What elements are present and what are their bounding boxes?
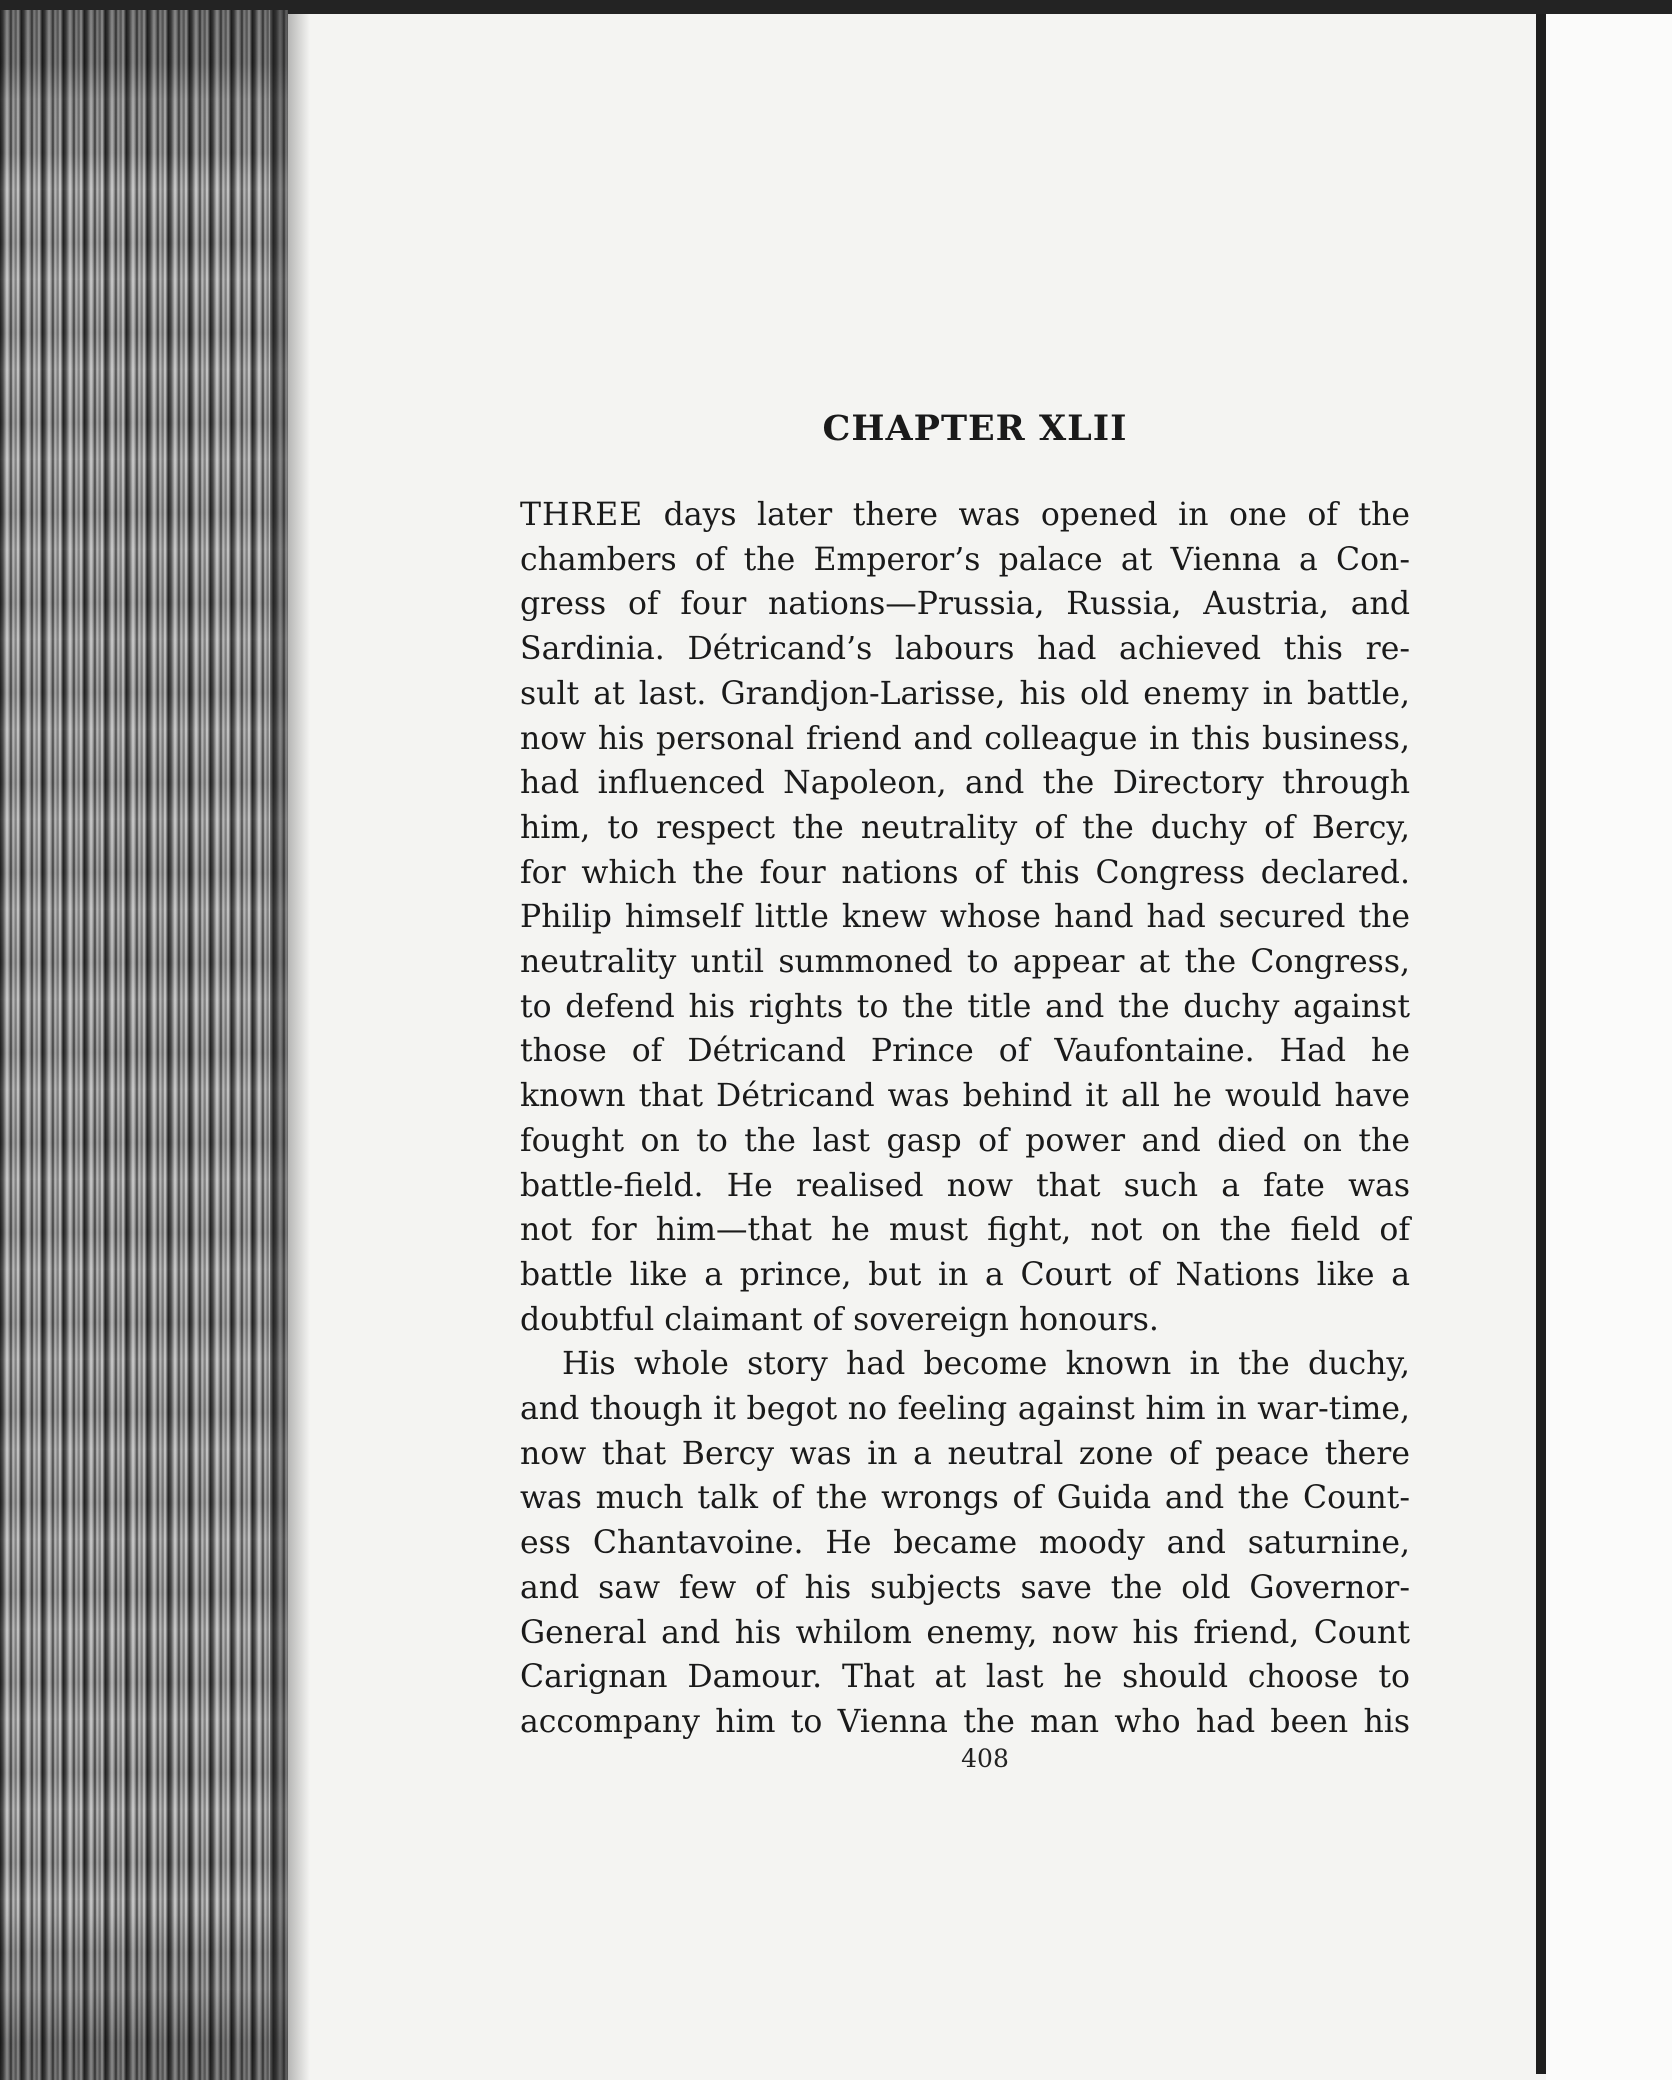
text-line: battle-field. He realised now that such a fate was: [520, 1167, 1410, 1204]
book-page: [520, 408, 1410, 1745]
right-page-gutter: [1536, 14, 1546, 2074]
text-line: to defend his rights to the title and the duchy against: [520, 988, 1410, 1025]
text-line: doubtful claimant of sovereign honours.: [520, 1301, 1159, 1338]
text-line: Sardinia. Détricand’s labours had achieved this re-: [520, 631, 1410, 668]
text-line: accompany him to Vienna the man who had been his: [520, 1703, 1410, 1740]
text-line: had influenced Napoleon, and the Directory through: [520, 765, 1410, 802]
text-line: not for him—that he must fight, not on the field of: [520, 1212, 1410, 1249]
text-line-rest: days later there was opened in one of the: [643, 497, 1410, 533]
text-line: now that Bercy was in a neutral zone of peace there: [520, 1435, 1410, 1472]
text-line: now his personal friend and colleague in this business,: [520, 720, 1410, 757]
text-line: gress of four nations—Prussia, Russia, Austria, and: [520, 586, 1410, 623]
text-line: Carignan Damour. That at last he should choose to: [520, 1659, 1410, 1696]
text-line: him, to respect the neutrality of the duchy of Bercy,: [520, 809, 1410, 846]
text-line: ess Chantavoine. He became moody and saturnine,: [520, 1525, 1410, 1562]
text-line: for which the four nations of this Congress declared.: [520, 854, 1410, 891]
gutter-shadow: [270, 10, 310, 2080]
text-line: those of Détricand Prince of Vaufontaine. Had he: [520, 1033, 1410, 1070]
facing-page: [1546, 14, 1672, 2080]
text-line: and saw few of his subjects save the old Governor-: [520, 1569, 1410, 1606]
text-line: Philip himself little knew whose hand had secured the: [520, 899, 1410, 936]
page-number: 408: [961, 1744, 1009, 1773]
text-line: known that Détricand was behind it all he would have: [520, 1078, 1410, 1115]
text-line: sult at last. Grandjon-Larisse, his old enemy in battle,: [520, 675, 1410, 712]
text-line: fought on to the last gasp of power and died on the: [520, 1122, 1410, 1159]
text-line: chambers of the Emperor’s palace at Vienna a Con-: [520, 541, 1410, 578]
text-line: was much talk of the wrongs of Guida and the Count-: [520, 1480, 1410, 1517]
paragraph-1: [520, 493, 1410, 1342]
paragraph-2: [520, 1342, 1410, 1744]
text-line: General and his whilom enemy, now his friend, Count: [520, 1614, 1410, 1651]
text-line: battle like a prince, but in a Court of Nations like a: [520, 1256, 1410, 1293]
drop-word: THREE: [520, 497, 644, 533]
book-page-edges: [0, 10, 288, 2080]
text-line: His whole story had become known in the duchy,: [562, 1346, 1410, 1383]
text-line: neutrality until summoned to appear at the Congress,: [520, 944, 1410, 981]
text-line: [520, 493, 1410, 538]
text-line: and though it begot no feeling against him in war-time,: [520, 1391, 1410, 1428]
chapter-title: CHAPTER XLII: [822, 408, 1128, 449]
